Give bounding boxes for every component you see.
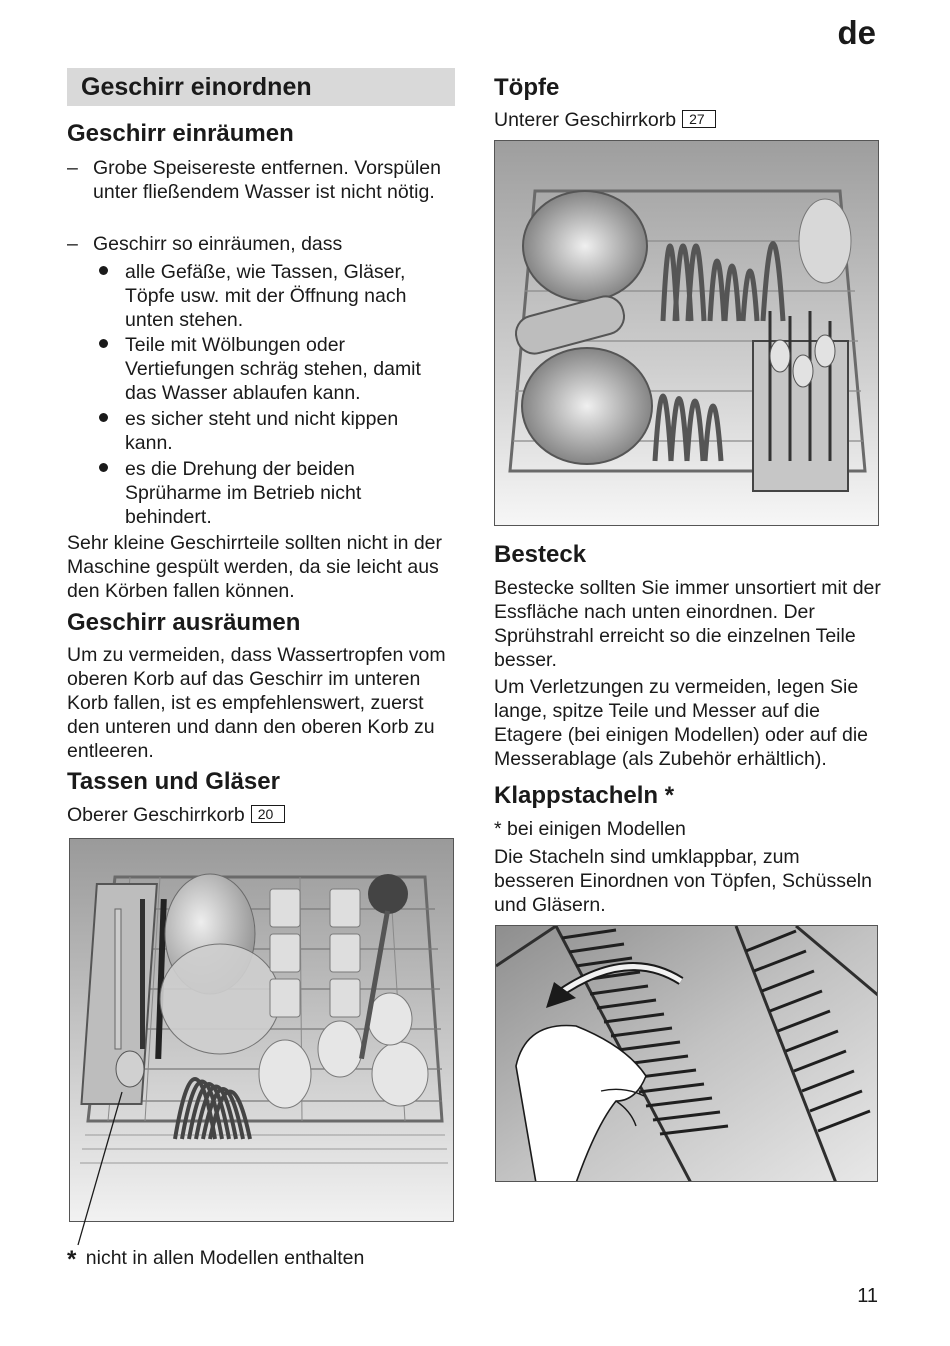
caption-text: Unterer Geschirrkorb: [494, 109, 677, 131]
dash-mark: –: [67, 157, 78, 179]
heading-klappstacheln: Klappstacheln *: [494, 782, 675, 809]
text-klappstacheln: Die Stacheln sind umklappbar, zum besseren Einordnen von Töpfen, Schüsseln und Gläsern.: [494, 846, 872, 916]
caption-unterer-korb: [494, 108, 880, 132]
bullet-text: es sicher steht und nicht kippen kann.: [125, 408, 399, 454]
note-some-models: * bei einigen Modellen: [494, 818, 686, 840]
heading-toepfe: Töpfe: [494, 74, 560, 101]
callout-line: [70, 1090, 130, 1250]
dash-item-text: Geschirr so einräumen, dass: [93, 233, 343, 255]
bullet-dot: [99, 413, 108, 422]
note-small-parts: Sehr kleine Geschirrteile sollten nicht in der Maschine gespült werden, da sie leicht aus den Körben fallen können.: [67, 532, 443, 602]
text-ausraeumen: Um zu vermeiden, dass Wassertropfen vom oberen Korb auf das Geschirr im unteren Korb fallen, ist es empfehlenswert, zuerst den unteren und dann den oberen Korb zu entleeren.: [67, 644, 446, 762]
reference-number-box: 20: [251, 805, 285, 823]
bullet-item: [99, 407, 455, 455]
dash-mark: –: [67, 233, 78, 255]
caption-text: Oberer Geschirrkorb: [67, 804, 245, 826]
heading-besteck: Besteck: [494, 541, 587, 568]
text-besteck-1: Bestecke sollten Sie immer unsortiert mit der Essfläche nach unten einordnen. Der Sprühstrahl erreicht so die einzelnen Teile besser.: [494, 577, 881, 671]
bullet-item: [99, 260, 455, 332]
page-number: 11: [857, 1285, 878, 1307]
language-code: de: [837, 14, 876, 51]
reference-number-box: 27: [682, 110, 716, 128]
dash-item-2: [67, 232, 455, 256]
heading-geschirr-einraeumen: Geschirr einräumen: [67, 120, 294, 147]
bullet-text: es die Drehung der beiden Sprüharme im Betrieb nicht behindert.: [125, 458, 362, 528]
heading-tassen-glaeser: Tassen und Gläser: [67, 768, 280, 795]
bullet-item: [99, 333, 455, 405]
section-title: Geschirr einordnen: [67, 68, 455, 106]
folding-tines-illustration: [496, 926, 878, 1182]
footnote-text: nicht in allen Modellen enthalten: [85, 1247, 365, 1269]
dash-item-text: Grobe Speisereste entfernen. Vorspülen unter fließendem Wasser ist nicht nötig.: [93, 157, 441, 203]
caption-oberer-korb: [67, 803, 459, 827]
footnote-mark: *: [67, 1246, 77, 1273]
dash-item-1: [67, 156, 455, 204]
lower-basket-illustration: [495, 141, 879, 526]
text-besteck-2: Um Verletzungen zu vermeiden, legen Sie lange, spitze Teile und Messer auf die Etagere (bei einigen Modellen) oder auf die Messerablage (als Zubehör erhältlich).: [494, 676, 868, 770]
bullet-text: Teile mit Wölbungen oder Vertiefungen schräg stehen, damit das Wasser ablaufen kann.: [125, 334, 421, 404]
bullet-text: alle Gefäße, wie Tassen, Gläser, Töpfe usw. mit der Öffnung nach unten stehen.: [125, 261, 407, 331]
lower-basket-image: [494, 140, 879, 526]
heading-geschirr-ausraeumen: Geschirr ausräumen: [67, 609, 301, 636]
footnote: [67, 1246, 467, 1272]
bullet-dot: [99, 463, 108, 472]
bullet-dot: [99, 266, 108, 275]
bullet-item: [99, 457, 455, 529]
folding-tines-image: [495, 925, 878, 1182]
bullet-dot: [99, 339, 108, 348]
